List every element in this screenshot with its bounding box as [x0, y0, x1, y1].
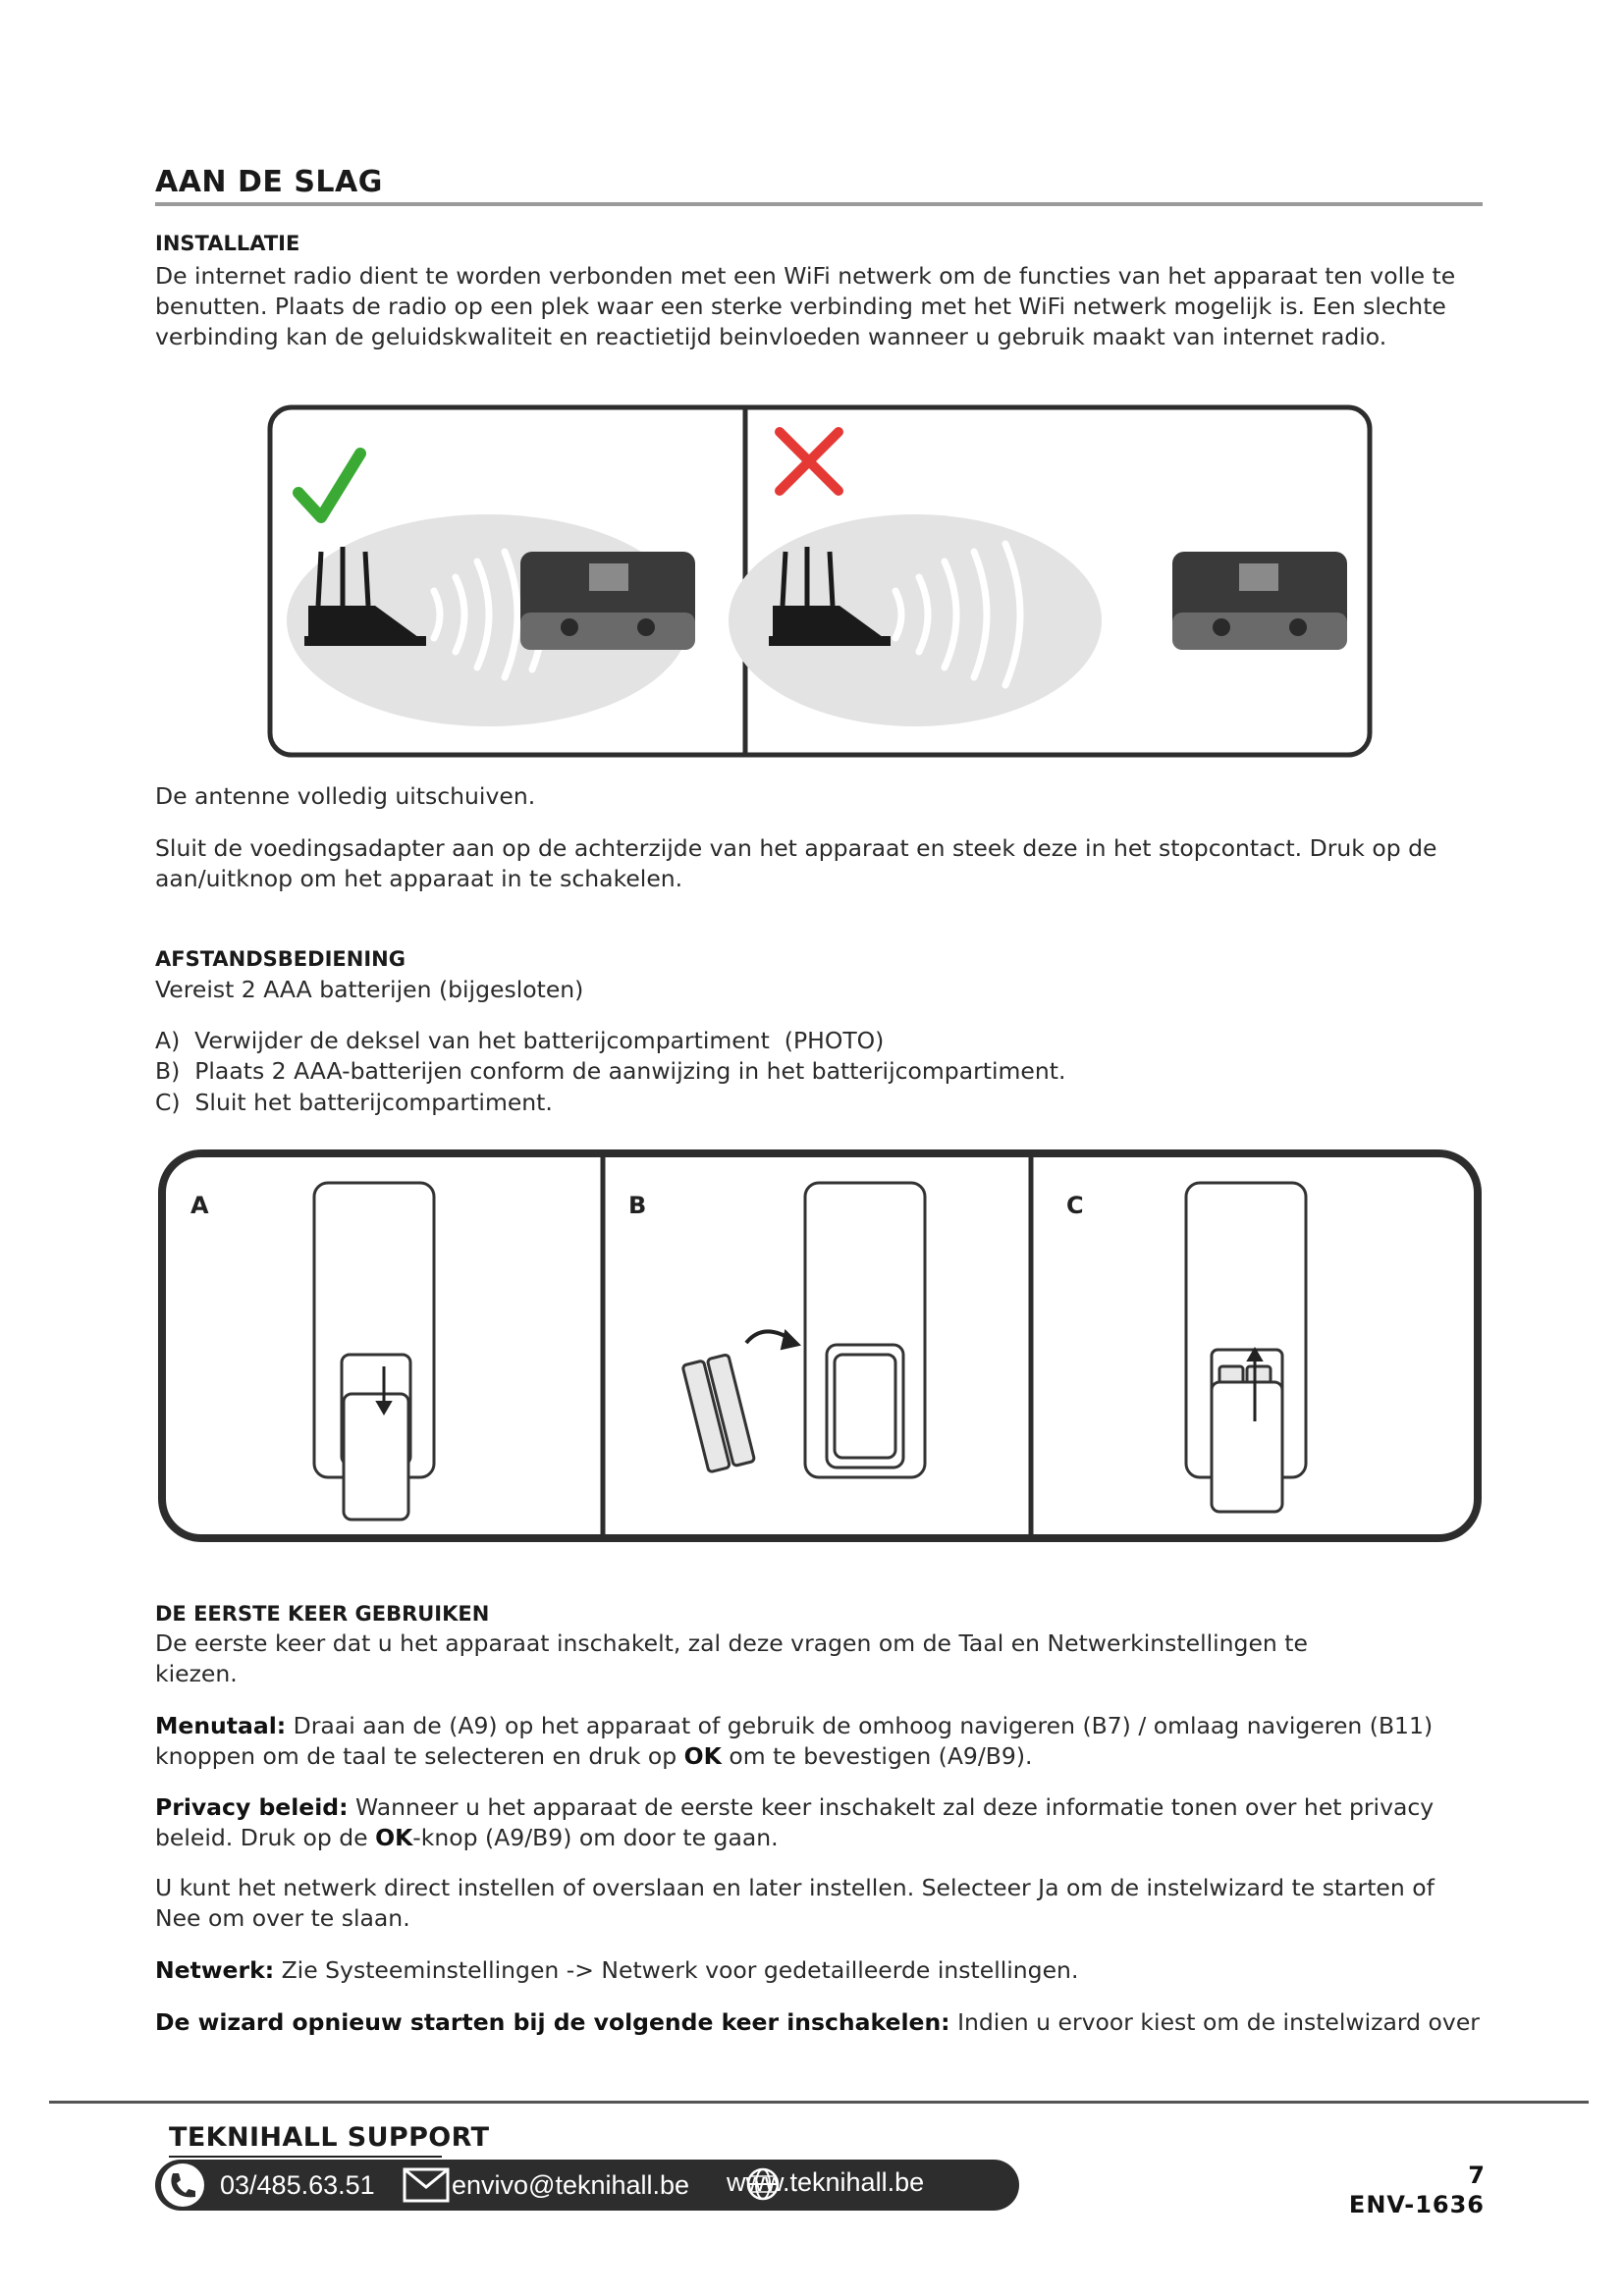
power-text: Sluit de voedingsadapter aan op de achterzijde van het apparaat en steek deze in het stopcontact. Druk op de aan/uitknop om het apparaat in te schakelen.	[155, 834, 1437, 892]
remote-intro: Vereist 2 AAA batterijen (bijgesloten)	[155, 976, 584, 1003]
email-address: envivo@teknihall.be	[452, 2169, 690, 2200]
remote-step-a: A) Verwijder de deksel van het batterijcompartiment (PHOTO)	[155, 1027, 885, 1054]
radio-icon	[520, 552, 695, 650]
privacy-text: Privacy beleid: Wanneer u het apparaat de eerste keer inschakelt zal deze informatie tonen over het privacy beleid. Druk op de OK-knop (A9/B9) om door te gaan.	[155, 1793, 1435, 1851]
network-intro-text: U kunt het netwerk direct instellen of overslaan en later instellen. Selecteer Ja om de instelwizard te starten of Nee om over te slaan.	[155, 1874, 1435, 1932]
page-number: 7	[1468, 2162, 1485, 2189]
menu-language-label: Menutaal:	[155, 1712, 287, 1739]
phone-item[interactable]	[161, 2163, 375, 2207]
wizard-label: De wizard opnieuw starten bij de volgende keer inschakelen:	[155, 2008, 950, 2036]
installatie-text: De internet radio dient te worden verbonden met een WiFi netwerk om de functies van het apparaat ten volle te benutten. Plaats de radio op een plek waar een sterke verbinding met het WiFi netwerk mogelijk is. Een slechte verbinding kan de geluidskwaliteit en reactietijd beinvloeden wanneer u gebruik maakt van internet radio.	[155, 262, 1456, 350]
remote-open-cover	[314, 1183, 434, 1520]
panel-label-a: A	[190, 1192, 209, 1219]
privacy-label: Privacy beleid:	[155, 1793, 349, 1821]
remote-step-c: C) Sluit het batterijcompartiment.	[155, 1089, 553, 1116]
remote-title: AFSTANDSBEDIENING	[155, 947, 406, 971]
battery-figure	[157, 1148, 1483, 1543]
menu-language-text: Menutaal: Draai aan de (A9) op het apparaat of gebruik de omhoog navigeren (B7) / omlaag navigeren (B11) knoppen om de taal te selecteren en druk op OK om te bevestigen (A9/B9).	[155, 1712, 1434, 1770]
phone-number: 03/485.63.51	[220, 2169, 375, 2200]
heading-rule	[155, 202, 1483, 206]
radio-icon	[1172, 552, 1347, 650]
first-use-intro: De eerste keer dat u het apparaat inschakelt, zal deze vragen om de Taal en Netwerkinstellingen te kiezen.	[155, 1629, 1308, 1687]
close-cover	[1186, 1183, 1306, 1512]
panel-label-c: C	[1066, 1192, 1084, 1219]
mail-icon	[403, 2167, 450, 2203]
model-number: ENV-1636	[1348, 2191, 1485, 2218]
website-item[interactable]	[727, 2167, 924, 2198]
email-item[interactable]	[403, 2167, 689, 2203]
globe-icon	[746, 2167, 780, 2201]
footer-rule	[49, 2101, 1589, 2104]
wizard-text: De wizard opnieuw starten bij de volgende keer inschakelen: Indien u ervoor kiest om de instelwizard over	[155, 2008, 1480, 2036]
page-heading: AAN DE SLAG	[155, 165, 383, 199]
phone-icon	[161, 2163, 204, 2207]
support-underline	[169, 2156, 442, 2158]
antenna-text: De antenne volledig uitschuiven.	[155, 782, 536, 810]
network-label: Netwerk:	[155, 1956, 275, 1984]
installatie-title: INSTALLATIE	[155, 232, 300, 255]
remote-step-b: B) Plaats 2 AAA-batterijen conform de aanwijzing in het batterijcompartiment.	[155, 1057, 1066, 1085]
panel-label-b: B	[628, 1192, 647, 1219]
website-url: www.teknihall.be	[727, 2167, 925, 2197]
contact-bar	[155, 2160, 1019, 2211]
wifi-placement-figure	[267, 404, 1373, 758]
network-text: Netwerk: Zie Systeeminstellingen -> Netwerk voor gedetailleerde instellingen.	[155, 1956, 1079, 1984]
support-title: TEKNIHALL SUPPORT	[169, 2122, 490, 2153]
first-use-title: DE EERSTE KEER GEBRUIKEN	[155, 1602, 490, 1626]
